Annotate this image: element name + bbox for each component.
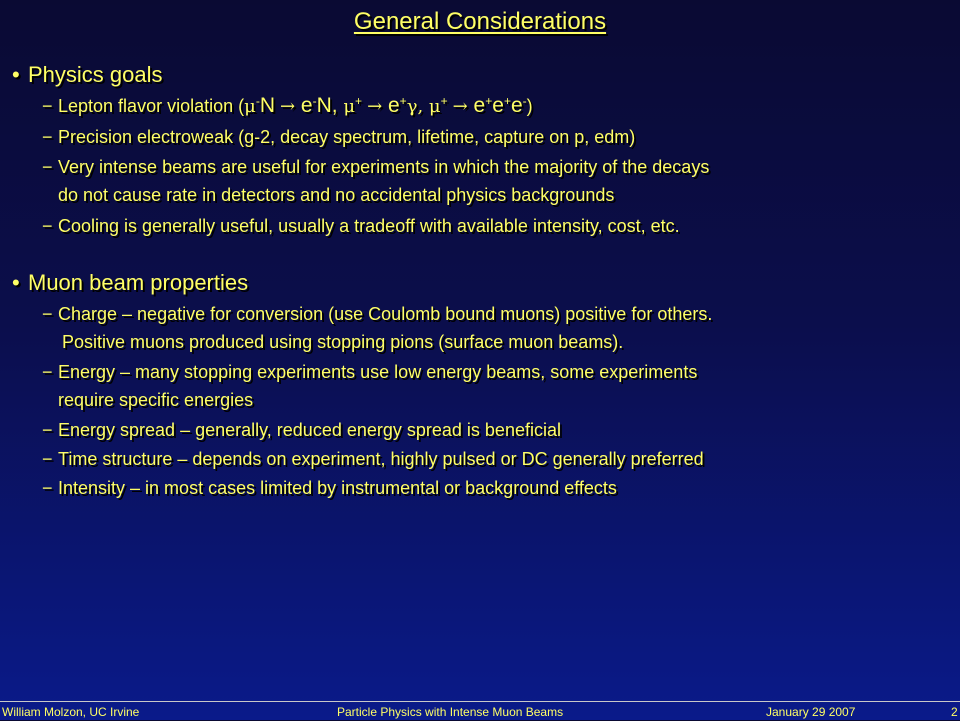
bullet-physics-goals: • Physics goals [12, 62, 163, 87]
item-energy-spread: − Energy spread – generally, reduced energy spread is beneficial [42, 420, 561, 440]
item-lepton-flavor: − Lepton flavor violation (μ-N → e-N, μ+ → e+γ, μ+ → e+e+e-) [42, 94, 533, 117]
footer-talk-title: Particle Physics with Intense Muon Beams [337, 705, 564, 719]
item-time-structure: − Time structure – depends on experiment, highly pulsed or DC generally preferred [42, 449, 704, 469]
bullet-muon-beam-properties: • Muon beam properties [12, 270, 249, 295]
footer-page-number: 2 [951, 705, 958, 719]
muon-heading: Muon beam properties [28, 270, 249, 295]
item-intensity: − Intensity – in most cases limited by instrumental or background effects [42, 478, 617, 498]
physics-goals-heading: Physics goals [28, 62, 163, 87]
item-cooling: − Cooling is generally useful, usually a tradeoff with available intensity, cost, etc. [42, 216, 680, 236]
slide-title: General Considerations [353, 8, 607, 35]
footer-author: William Molzon, UC Irvine [2, 705, 140, 719]
slide-footer [0, 701, 960, 721]
footer-date: January 29 2007 [766, 705, 856, 719]
item-charge: − Charge – negative for conversion (use Coulomb bound muons) positive for others. Positive muons produced using stopping pions (surface muon beams). [42, 304, 713, 352]
item-precision-electroweak: − Precision electroweak (g-2, decay spectrum, lifetime, capture on p, edm) [42, 127, 636, 147]
item-energy: − Energy – many stopping experiments use low energy beams, some experiments require specific energies [42, 362, 698, 410]
item-intense-beams: − Very intense beams are useful for experiments in which the majority of the decays do not cause rate in detectors and no accidental physics backgrounds [42, 157, 710, 205]
